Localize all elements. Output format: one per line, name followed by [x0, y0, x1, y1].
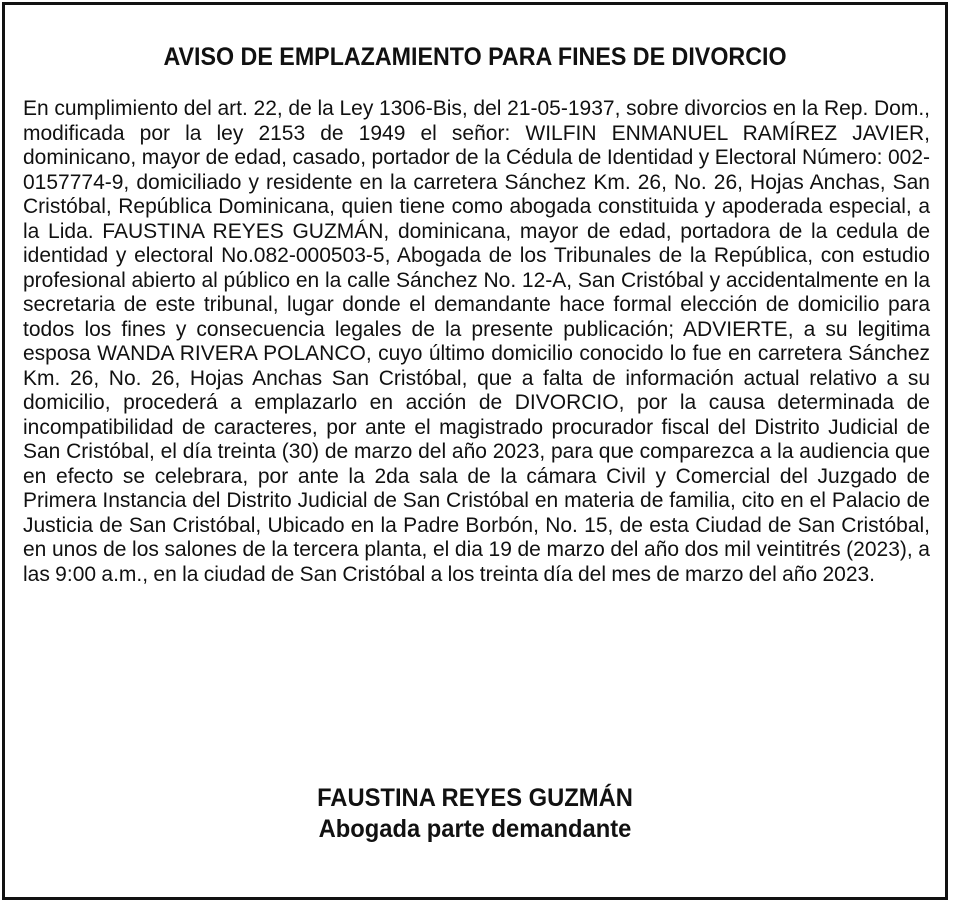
legal-notice-box: [2, 2, 948, 900]
signature-role: Abogada parte demandante: [318, 815, 632, 843]
notice-body: En cumplimiento del art. 22, de la Ley 1306-Bis, del 21-05-1937, sobre divorcios en la Rep. Dom., modificada por la ley 2153 de 1949 el señor: WILFIN ENMANUEL RAMÍREZ JAVIER, dominicano, mayor de edad, casado, portador de la Cédula de Identidad y Electoral Número: 002-0157774-9, domiciliado y residente en la carretera Sánchez Km. 26, No. 26, Hojas Anchas, San Cristóbal, República Dominicana, quien tiene como abogada constituida y apoderada especial, a la Lida. FAUSTINA REYES GUZMÁN, dominicana, mayor de edad, portadora de la cedula de identidad y electoral No.082-000503-5, Abogada de los Tribunales de la República, con estudio profesional abierto al público en la calle Sánchez No. 12-A, San Cristóbal y accidentalmente en la secretaria de este tribunal, lugar donde el demandante hace formal elección de domicilio para todos los fines y consecuencia legales de la presente publicación; ADVIERTE, a su legitima esposa WANDA RIVERA POLANCO, cuyo último domicilio conocido lo fue en carretera Sánchez Km. 26, No. 26, Hojas Anchas San Cristóbal, que a falta de información actual relativo a su domicilio, procederá a emplazarlo en acción de DIVORCIO, por la causa determinada de incompatibilidad de caracteres, por ante el magistrado procurador fiscal del Distrito Judicial de San Cristóbal, el día treinta (30) de marzo del año 2023, para que comparezca a la audiencia que en efecto se celebrara, por ante la 2da sala de la cámara Civil y Comercial del Juzgado de Primera Instancia del Distrito Judicial de San Cristóbal en materia de familia, cito en el Palacio de Justicia de San Cristóbal, Ubicado en la Padre Borbón, No. 15, de esta Ciudad de San Cristóbal, en unos de los salones de la tercera planta, el dia 19 de marzo del año dos mil veintitrés (2023), a las 9:00 a.m., en la ciudad de San Cristóbal a los treinta día del mes de marzo del año 2023.: [23, 97, 930, 586]
signature-name: FAUSTINA REYES GUZMÁN: [317, 784, 633, 812]
notice-title: AVISO DE EMPLAZAMIENTO PARA FINES DE DIVORCIO: [163, 43, 787, 71]
signature-block: [5, 783, 945, 845]
